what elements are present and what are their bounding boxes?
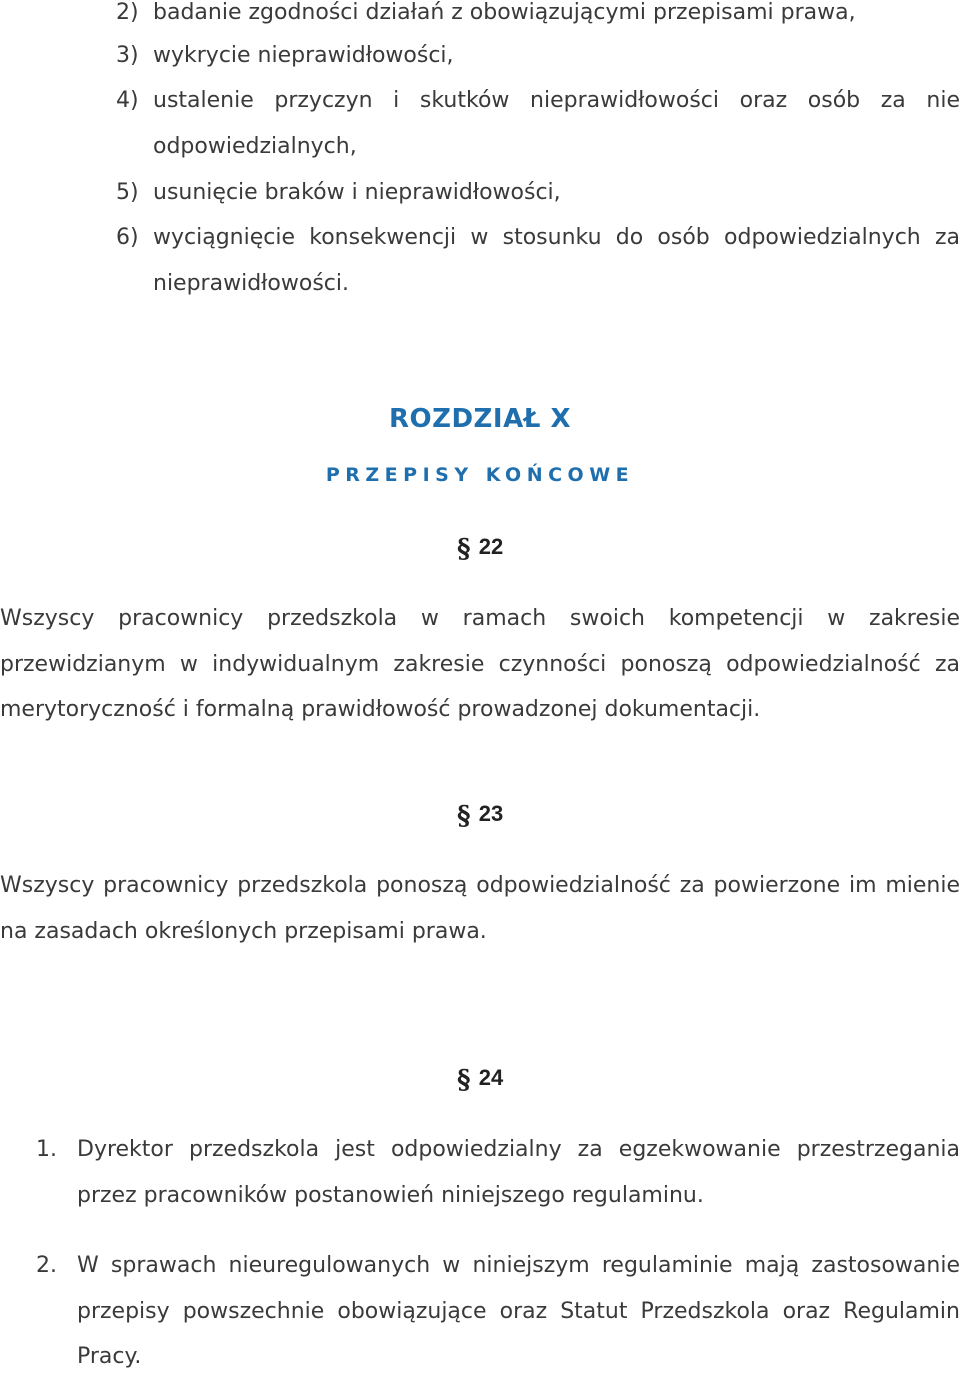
section-point bbox=[36, 1243, 960, 1380]
list-item-text: wyciągnięcie konsekwencji w stosunku do osób odpowiedzialnych za nieprawidłowości. bbox=[153, 225, 960, 296]
list-item-number: 4) bbox=[116, 88, 139, 113]
list-item-text: ustalenie przyczyn i skutków nieprawidłowości oraz osób za nie odpowiedzialnych, bbox=[153, 88, 960, 159]
chapter-title: ROZDZIAŁ X bbox=[389, 404, 571, 434]
list-item-text: wykrycie nieprawidłowości, bbox=[153, 43, 454, 68]
list-item bbox=[116, 215, 960, 307]
list-item-number: 5) bbox=[116, 180, 139, 205]
list-item bbox=[116, 33, 960, 79]
section-heading bbox=[0, 801, 960, 827]
list-item-number: 3) bbox=[116, 43, 139, 68]
svg-text:§: § bbox=[456, 802, 471, 828]
section-text: Wszyscy pracownicy przedszkola w ramach swoich kompetencji w zakresie przewidzianym w indywidualnym zakresie czynności ponoszą odpowiedzialność za merytoryczność i formalną prawidłowość prowadzonej dokumentacji. bbox=[0, 606, 960, 722]
list-item-number: 6) bbox=[116, 225, 139, 250]
section-heading bbox=[0, 534, 960, 560]
svg-text:§: § bbox=[456, 535, 471, 561]
list-item bbox=[116, 170, 960, 216]
section-sign-icon bbox=[457, 802, 471, 826]
point-text: Dyrektor przedszkola jest odpowiedzialny za egzekwowanie przestrzegania przez pracowników postanowień niniejszego regulaminu. bbox=[77, 1137, 960, 1208]
section-text: Wszyscy pracownicy przedszkola ponoszą odpowiedzialność za powierzone im mienie na zasadach określonych przepisami prawa. bbox=[0, 873, 960, 944]
chapter-subtitle: PRZEPISY KOŃCOWE bbox=[325, 464, 635, 486]
section-number: 22 bbox=[478, 534, 504, 559]
list-item bbox=[116, 78, 960, 170]
point-text: W sprawach nieuregulowanych w niniejszym regulaminie mają zastosowanie przepisy powszechnie obowiązujące oraz Statut Przedszkola oraz Regulamin Pracy. bbox=[77, 1253, 960, 1369]
section-point bbox=[36, 1127, 960, 1218]
section-sign-icon bbox=[457, 535, 471, 559]
section-sign-icon bbox=[457, 1066, 471, 1090]
svg-text:§: § bbox=[456, 1066, 471, 1092]
point-number: 2. bbox=[36, 1253, 57, 1278]
section-number: 23 bbox=[478, 801, 504, 826]
list-item bbox=[116, 0, 960, 36]
list-item-text: usunięcie braków i nieprawidłowości, bbox=[153, 180, 561, 205]
section-heading bbox=[0, 1065, 960, 1091]
list-item-text: badanie zgodności działań z obowiązującymi przepisami prawa, bbox=[153, 0, 856, 25]
point-number: 1. bbox=[36, 1137, 57, 1162]
section-number: 24 bbox=[478, 1065, 504, 1090]
list-item-number: 2) bbox=[116, 0, 139, 25]
